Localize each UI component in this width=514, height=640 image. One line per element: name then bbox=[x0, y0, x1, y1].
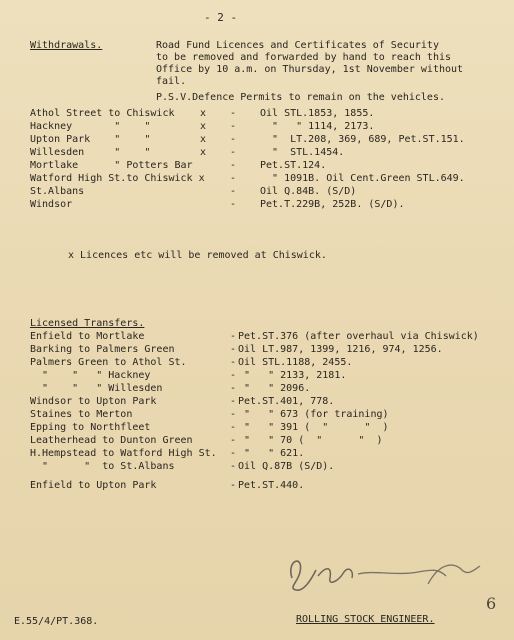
transfer-route: Palmers Green to Athol St. bbox=[30, 357, 187, 368]
transfer-dash: - bbox=[230, 422, 237, 433]
withdrawal-route: Willesden " " bbox=[30, 147, 151, 158]
transfer-row bbox=[30, 370, 510, 382]
transfer-route: Barking to Palmers Green bbox=[30, 344, 175, 355]
withdrawal-vehicles: " 1091B. Oil Cent.Green STL.649. bbox=[260, 173, 465, 184]
transfer-dash: - bbox=[230, 344, 237, 355]
withdrawal-dash: - bbox=[230, 147, 237, 158]
notice-line-3: Office by 10 a.m. on Thursday, 1st November without bbox=[156, 64, 464, 75]
transfer-dash: - bbox=[230, 448, 237, 459]
withdrawal-x-mark: x bbox=[200, 134, 207, 145]
transfer-route: Epping to Northfleet bbox=[30, 422, 151, 433]
withdrawal-x-mark: x bbox=[200, 147, 207, 158]
corner-mark: 6 bbox=[486, 594, 497, 613]
transfer-route: H.Hempstead to Watford High St. bbox=[30, 448, 217, 459]
notice-line-2: to be removed and forwarded by hand to reach this bbox=[156, 52, 452, 63]
transfer-row bbox=[30, 448, 510, 460]
handwritten-signature bbox=[278, 548, 488, 598]
transfer-row bbox=[30, 461, 510, 473]
withdrawal-dash: - bbox=[230, 121, 237, 132]
transfer-dash: - bbox=[230, 435, 237, 446]
withdrawal-vehicles: Pet.T.229B, 252B. (S/D). bbox=[260, 199, 405, 210]
transfer-dash: - bbox=[230, 480, 237, 491]
transfer-vehicles: Oil STL.1188, 2455. bbox=[238, 357, 353, 368]
transfer-route: " " to St.Albans bbox=[30, 461, 175, 472]
transfer-route: Windsor to Upton Park bbox=[30, 396, 157, 407]
withdrawal-route: Athol Street to Chiswick bbox=[30, 108, 175, 119]
transfer-row bbox=[30, 409, 510, 421]
transfer-dash: - bbox=[230, 357, 237, 368]
transfer-vehicles: Oil LT.987, 1399, 1216, 974, 1256. bbox=[238, 344, 443, 355]
withdrawal-dash: - bbox=[230, 173, 237, 184]
notice-line-1: Road Fund Licences and Certificates of Security bbox=[156, 40, 439, 51]
withdrawal-row bbox=[30, 147, 510, 159]
withdrawal-row bbox=[30, 199, 510, 211]
transfer-vehicles: Oil Q.87B (S/D). bbox=[238, 461, 335, 472]
withdrawal-row bbox=[30, 173, 510, 185]
withdrawal-dash: - bbox=[230, 108, 237, 119]
transfer-dash: - bbox=[230, 409, 237, 420]
withdrawal-vehicles: Pet.ST.124. bbox=[260, 160, 327, 171]
transfer-vehicles: " " 70 ( " " ) bbox=[238, 435, 383, 446]
withdrawal-route: St.Albans bbox=[30, 186, 85, 197]
transfer-vehicles: Pet.ST.376 (after overhaul via Chiswick) bbox=[238, 331, 479, 342]
transfer-route: Enfield to Mortlake bbox=[30, 331, 145, 342]
withdrawal-x-mark: x bbox=[200, 108, 207, 119]
transfer-row bbox=[30, 344, 510, 356]
withdrawal-route: Watford High St.to Chiswick x bbox=[30, 173, 205, 184]
document-reference: E.55/4/PT.368. bbox=[14, 616, 99, 627]
transfer-dash: - bbox=[230, 383, 237, 394]
signature-title: ROLLING STOCK ENGINEER. bbox=[296, 614, 435, 625]
transfer-route: Leatherhead to Dunton Green bbox=[30, 435, 193, 446]
transfer-vehicles: Pet.ST.401, 778. bbox=[238, 396, 335, 407]
transfer-vehicles: " " 621. bbox=[238, 448, 305, 459]
transfer-dash: - bbox=[230, 396, 237, 407]
withdrawal-row bbox=[30, 186, 510, 198]
chiswick-footnote: x Licences etc will be removed at Chiswick. bbox=[68, 250, 327, 261]
withdrawal-row bbox=[30, 134, 510, 146]
notice-line-4: fail. bbox=[156, 76, 187, 87]
transfer-vehicles: " " 391 ( " " ) bbox=[238, 422, 389, 433]
transfer-row bbox=[30, 396, 510, 408]
transfer-row bbox=[30, 480, 510, 492]
withdrawal-dash: - bbox=[230, 199, 237, 210]
transfer-vehicles: " " 2133, 2181. bbox=[238, 370, 347, 381]
withdrawal-dash: - bbox=[230, 134, 237, 145]
withdrawal-row bbox=[30, 121, 510, 133]
withdrawal-vehicles: " STL.1454. bbox=[260, 147, 345, 158]
transfer-row bbox=[30, 383, 510, 395]
transfer-dash: - bbox=[230, 370, 237, 381]
transfer-row bbox=[30, 357, 510, 369]
transfers-heading: Licensed Transfers. bbox=[30, 318, 145, 329]
transfer-route: " " " Hackney bbox=[30, 370, 151, 381]
transfer-row bbox=[30, 331, 510, 343]
withdrawal-vehicles: " " 1114, 2173. bbox=[260, 121, 375, 132]
page-number: - 2 - bbox=[204, 11, 238, 24]
withdrawal-route: Windsor bbox=[30, 199, 73, 210]
withdrawal-route: Mortlake " Potters Bar bbox=[30, 160, 193, 171]
withdrawal-dash: - bbox=[230, 186, 237, 197]
withdrawal-dash: - bbox=[230, 160, 237, 171]
withdrawal-vehicles: Oil STL.1853, 1855. bbox=[260, 108, 375, 119]
withdrawal-vehicles: Oil Q.84B. (S/D) bbox=[260, 186, 357, 197]
transfer-vehicles: Pet.ST.440. bbox=[238, 480, 305, 491]
transfer-vehicles: " " 673 (for training) bbox=[238, 409, 389, 420]
transfer-row bbox=[30, 435, 510, 447]
transfer-route: Enfield to Upton Park bbox=[30, 480, 157, 491]
transfer-dash: - bbox=[230, 461, 237, 472]
withdrawal-vehicles: " LT.208, 369, 689, Pet.ST.151. bbox=[260, 134, 465, 145]
withdrawal-route: Upton Park " " bbox=[30, 134, 151, 145]
transfer-route: " " " Willesden bbox=[30, 383, 163, 394]
withdrawal-x-mark: x bbox=[200, 121, 207, 132]
transfer-dash: - bbox=[230, 331, 237, 342]
withdrawal-row bbox=[30, 160, 510, 172]
transfer-row bbox=[30, 422, 510, 434]
withdrawal-row bbox=[30, 108, 510, 120]
withdrawals-heading: Withdrawals. bbox=[30, 40, 103, 51]
transfer-route: Staines to Merton bbox=[30, 409, 133, 420]
transfer-vehicles: " " 2096. bbox=[238, 383, 311, 394]
psv-permits-line: P.S.V.Defence Permits to remain on the vehicles. bbox=[156, 92, 445, 103]
withdrawal-route: Hackney " " bbox=[30, 121, 151, 132]
